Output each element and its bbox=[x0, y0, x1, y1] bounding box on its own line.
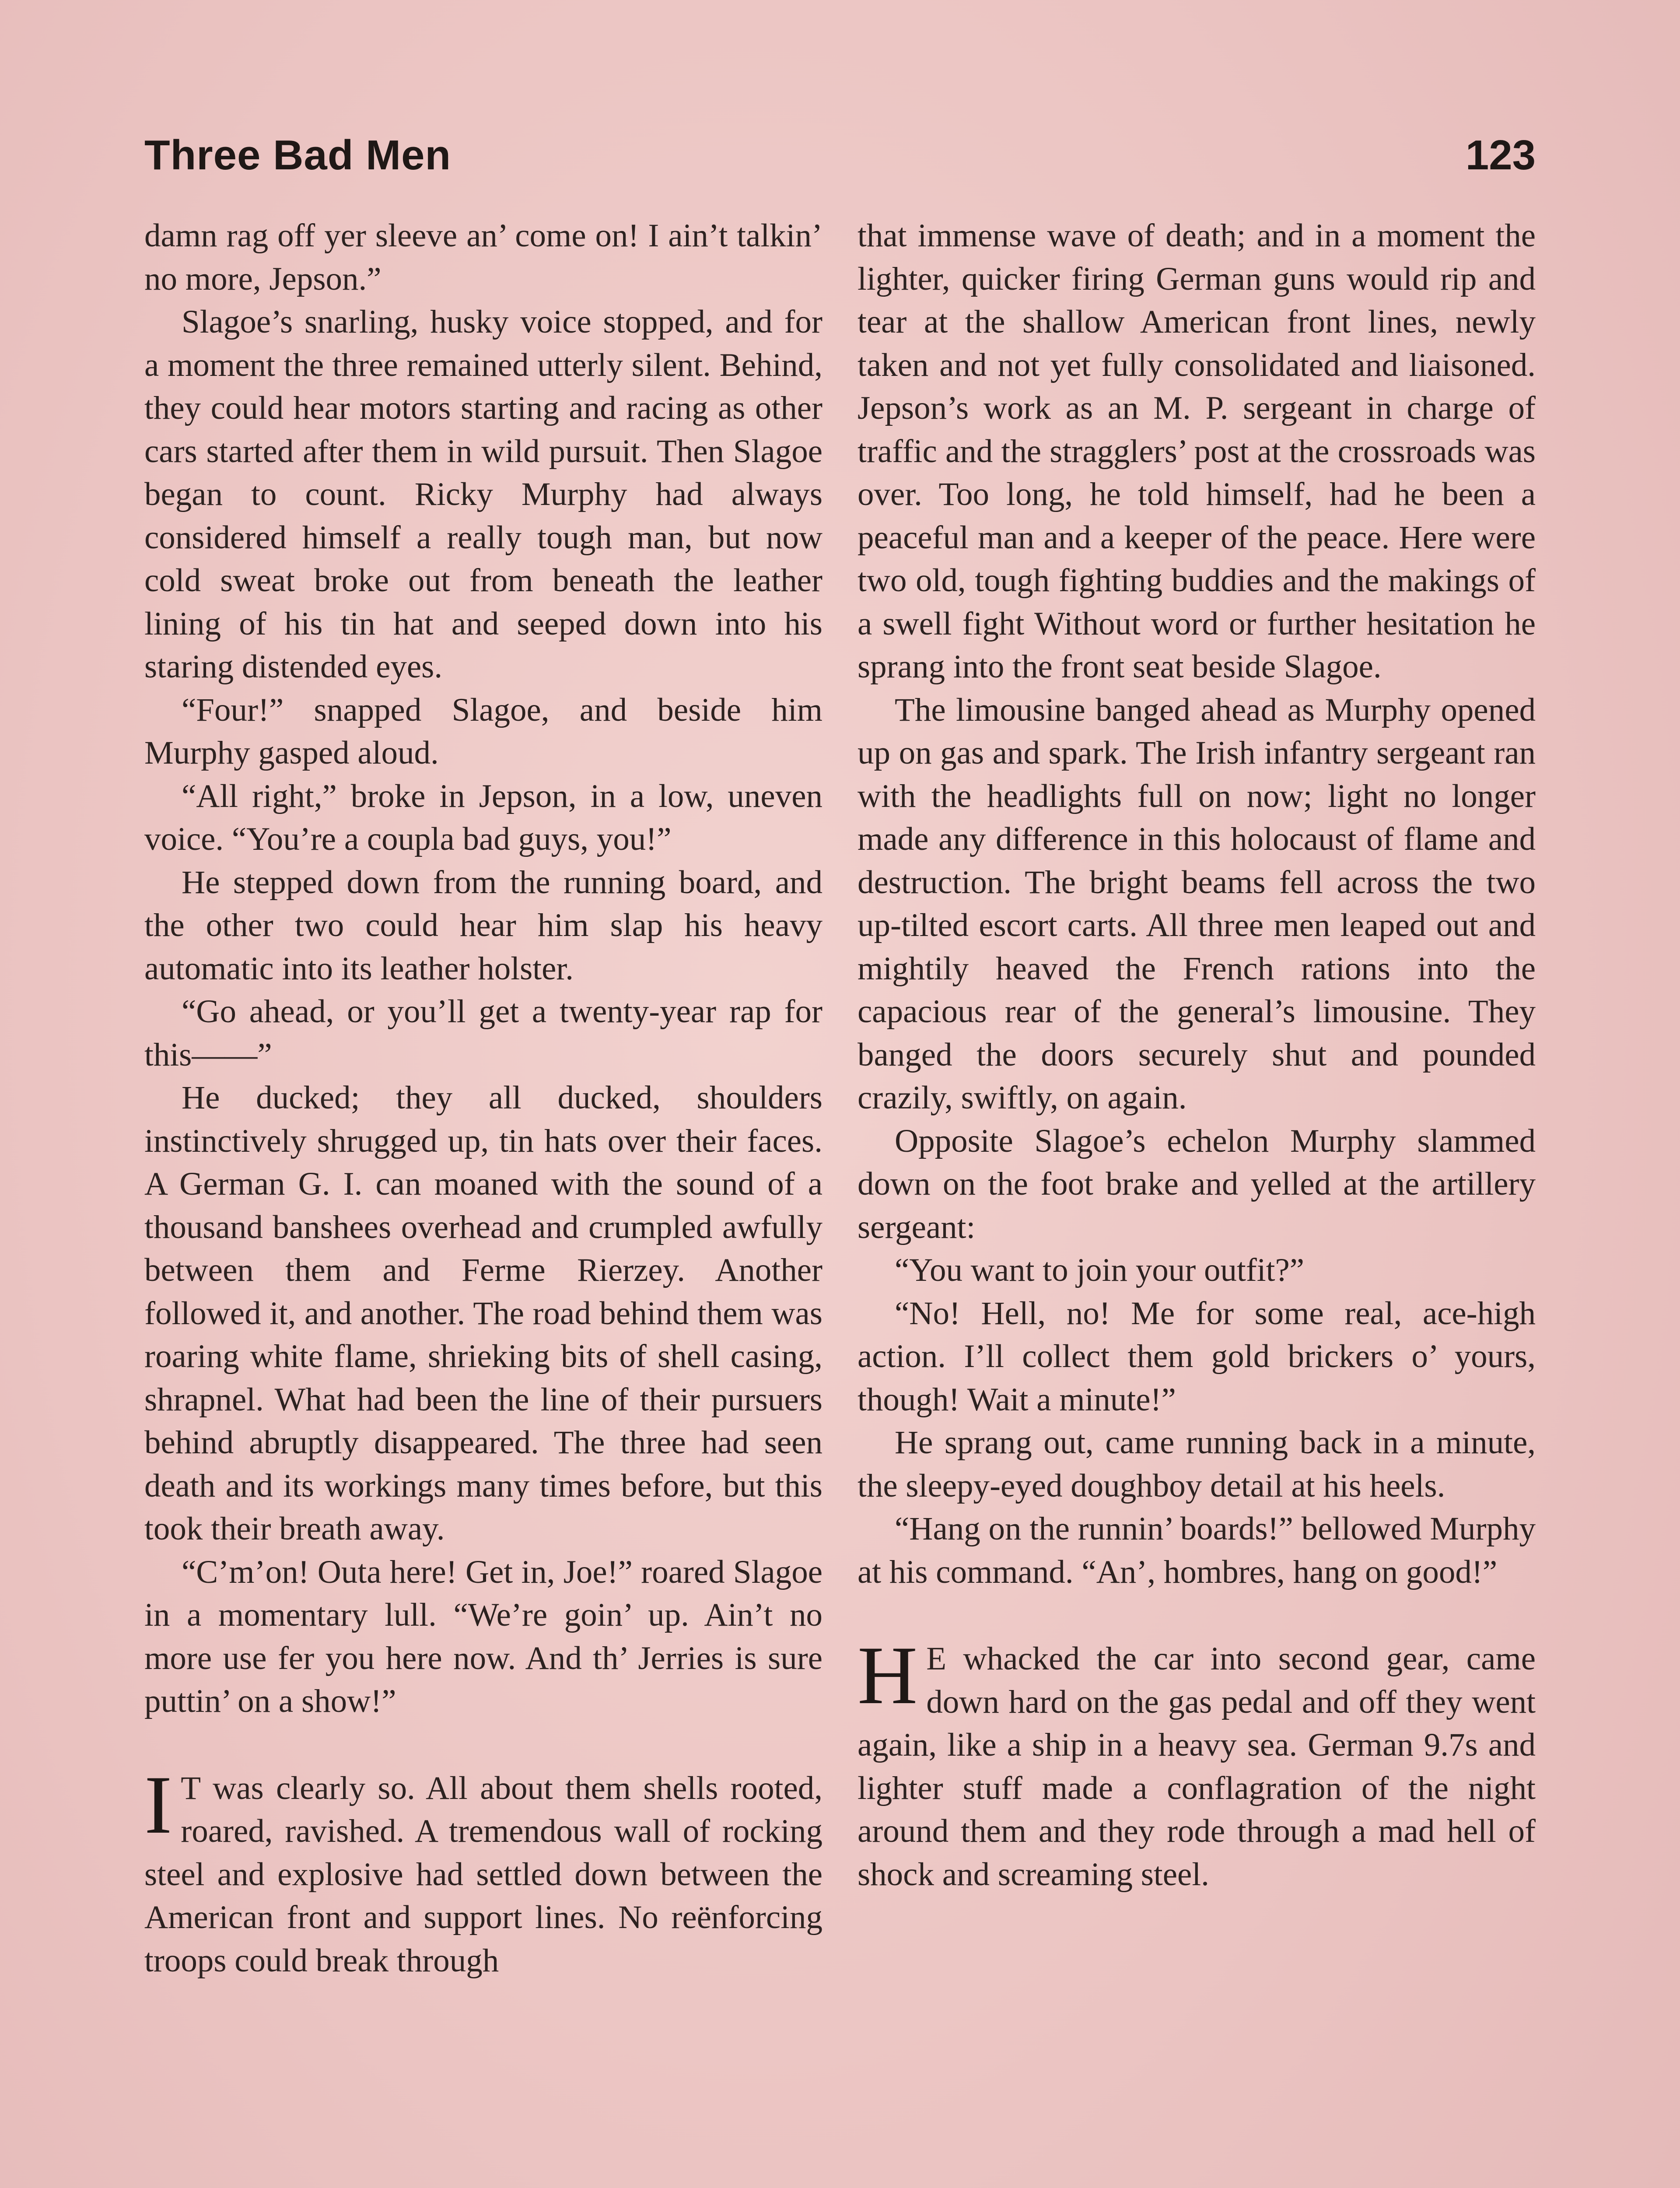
drop-cap: H bbox=[858, 1630, 918, 1722]
paragraph: Slagoe’s snarling, husky voice stopped, and for a moment the three remained utterly silent. Behind, they could hear motors starting and racing as other cars started after them in wild pursuit. Then Slagoe began to count. Ricky Murphy had always considered himself a really tough man, but now cold sweat broke out from beneath the leather lining of his tin hat and seeped down into his staring distended eyes. bbox=[144, 304, 822, 685]
section-paragraph bbox=[144, 1759, 822, 1983]
text-column-left bbox=[144, 214, 822, 1982]
drop-cap: I bbox=[144, 1759, 172, 1851]
paragraph: “Go ahead, or you’ll get a twenty-year rap for this——” bbox=[144, 993, 822, 1073]
paragraph: “All right,” broke in Jepson, in a low, uneven voice. “You’re a coupla bad guys, you!” bbox=[144, 778, 822, 857]
paragraph: “You want to join your outfit?” bbox=[895, 1252, 1305, 1288]
paragraph: He ducked; they all ducked, shoulders instinctively shrugged up, tin hats over their faces. A German G. I. can moaned with the sound of a thousand banshees overhead and crumpled awfully between them and Ferme Rierzey. Another followed it, and another. The road behind them was roaring white flame, shrieking bits of shell casing, shrapnel. What had been the line of their pursuers behind abruptly disappeared. The three had seen death and its workings many times before, but this took their breath away. bbox=[144, 1080, 822, 1547]
running-head: Three Bad Men bbox=[144, 132, 452, 179]
section-paragraph bbox=[858, 1630, 1536, 1896]
text-column-right bbox=[858, 214, 1536, 1896]
section-text: E whacked the car into second gear, came down hard on the gas pedal and off they went again, like a ship in a heavy sea. German 9.7s and lighter stuff made a conflagration of the night around them and they rode through a mad hell of shock and screaming steel. bbox=[858, 1641, 1536, 1893]
paragraph: “Four!” snapped Slagoe, and beside him Murphy gasped aloud. bbox=[144, 691, 822, 771]
paragraph: “Hang on the runnin’ boards!” bellowed Murphy at his command. “An’, hombres, hang on good!” bbox=[858, 1511, 1536, 1590]
paragraph: that immense wave of death; and in a moment the lighter, quicker firing German guns would rip and tear at the shallow American front lines, newly taken and not yet fully consolidated and liaisoned. Jepson’s work as an M. P. sergeant in charge of traffic and the stragglers’ post at the crossroads was over. Too long, he told himself, had he been a peaceful man and a keeper of the peace. Here were two old, tough fighting buddies and the makings of a swell fight Without word or further hesitation he sprang into the front seat beside Slagoe. bbox=[858, 217, 1536, 685]
paragraph: “C’m’on! Outa here! Get in, Joe!” roared Slagoe in a momentary lull. “We’re goin’ up. Ain’t no more use fer you here now. And th’ Jerries is sure puttin’ on a show!” bbox=[144, 1553, 822, 1719]
paragraph: He sprang out, came running back in a minute, the sleepy-eyed doughboy detail at his heels. bbox=[858, 1424, 1536, 1504]
paragraph: Opposite Slagoe’s echelon Murphy slammed down on the foot brake and yelled at the artillery sergeant: bbox=[858, 1122, 1536, 1245]
page-header bbox=[144, 131, 1536, 193]
paragraph: damn rag off yer sleeve an’ come on! I ain’t talkin’ no more, Jepson.” bbox=[144, 217, 822, 297]
page-number: 123 bbox=[1465, 132, 1536, 179]
paragraph: He stepped down from the running board, and the other two could hear him slap his heavy automatic into its leather holster. bbox=[144, 864, 822, 987]
section-text: T was clearly so. All about them shells rooted, roared, ravished. A tremendous wall of rocking steel and explosive had settled down between the American front and support lines. No reënforcing troops could break through bbox=[144, 1770, 822, 1979]
paragraph: The limousine banged ahead as Murphy opened up on gas and spark. The Irish infantry sergeant ran with the headlights full on now; light no longer made any difference in this holocaust of flame and destruction. The bright beams fell across the two up-tilted escort carts. All three men leaped out and mightily heaved the French rations into the capacious rear of the general’s limousine. They banged the doors securely shut and pounded crazily, swiftly, on again. bbox=[858, 691, 1536, 1116]
paragraph: “No! Hell, no! Me for some real, ace-high action. I’ll collect them gold brickers o’ yours, though! Wait a minute!” bbox=[858, 1295, 1536, 1418]
